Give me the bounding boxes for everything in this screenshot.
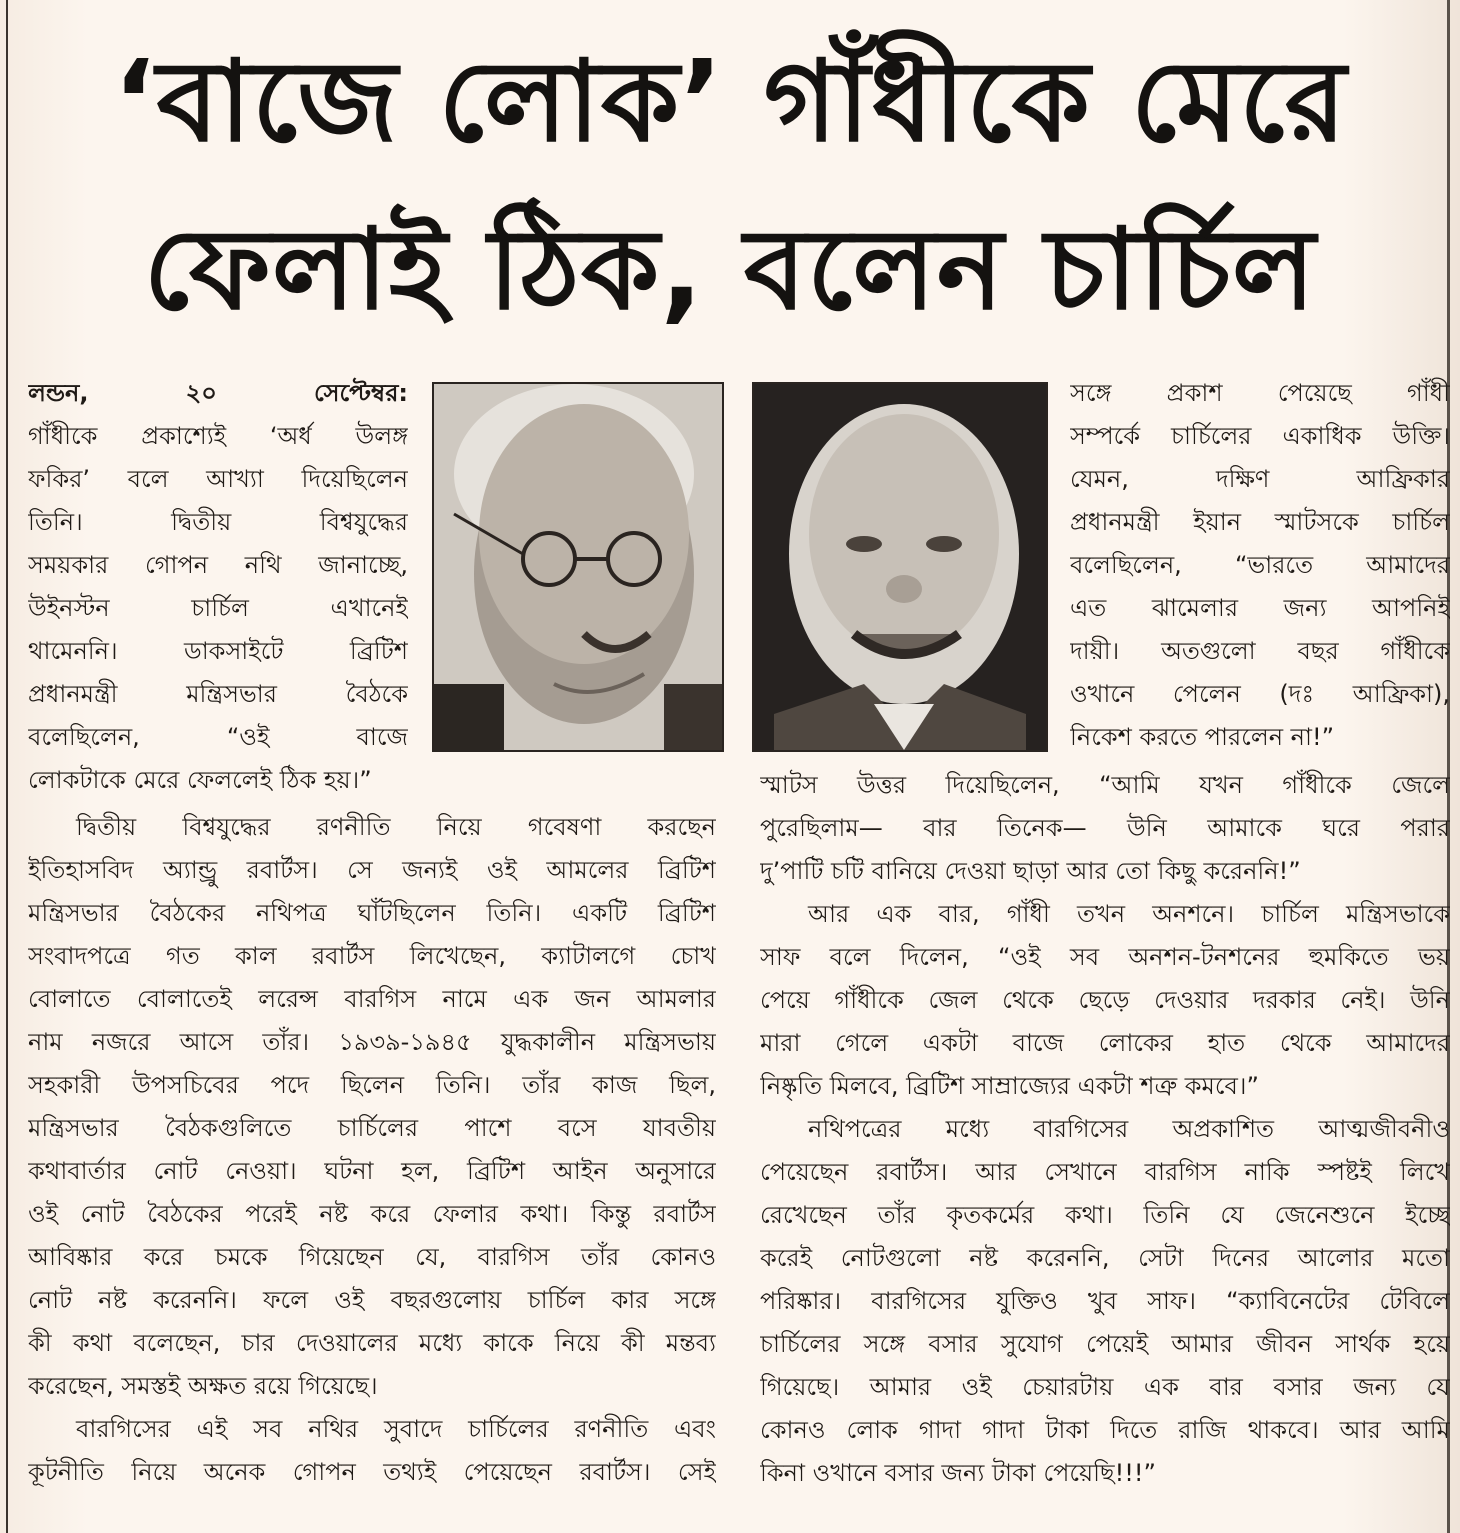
headline-line-1: ‘বাজে লোক’ গাঁধীকে মেরে <box>112 37 1348 167</box>
text-line: দু’পাটি চটি বানিয়ে দেওয়া ছাড়া আর তো কিছু করেননি!” <box>760 857 1301 885</box>
left-border-rule <box>6 0 8 1533</box>
text-line: করেই নোটগুলো নষ্ট করেননি, সেটা দিনের আলোর মতো <box>760 1244 1450 1272</box>
text-line: প্রধানমন্ত্রী ইয়ান স্মাটসকে চার্চিল <box>1070 508 1450 536</box>
text-line: থামেননি। ডাকসাইটে ব্রিটিশ <box>28 637 408 665</box>
text-line: নিকেশ করতে পারলেন না!” <box>1070 723 1335 751</box>
article-column-right-top <box>1070 372 1450 759</box>
text-line: কোনও লোক গাদা গাদা টাকা দিতে রাজি থাকবে। আর আমি <box>760 1416 1450 1444</box>
text-line: চার্চিলের সঙ্গে বসার সুযোগ পেয়েই আমার জীবন সার্থক হয়ে <box>760 1330 1450 1358</box>
text-line: রেখেছেন তাঁর কৃতকর্মের কথা। তিনি যে জেনেশুনে ইচ্ছে <box>760 1201 1450 1229</box>
text-line: ওই নোট বৈঠকের পরেই নষ্ট করে ফেলার কথা। কিন্তু রবার্টস <box>28 1200 716 1228</box>
text-line: মন্ত্রিসভার বৈঠকগুলিতে চার্চিলের পাশে বসে যাবতীয় <box>28 1114 716 1142</box>
text-line: বারগিসের এই সব নথির সুবাদে চার্চিলের রণনীতি এবং <box>76 1415 716 1443</box>
text-line: ইতিহাসবিদ অ্যান্ড্রু রবার্টস। সে জন্যই ওই আমলের ব্রিটিশ <box>28 856 716 884</box>
text-line: পুরেছিলাম— বার তিনেক— উনি আমাকে ঘরে পরার <box>760 814 1450 842</box>
text-line: বলেছিলেন, “ওই বাজে <box>28 723 408 751</box>
text-line: যেমন, দক্ষিণ আফ্রিকার <box>1070 465 1450 493</box>
text-line: করেছেন, সমস্তই অক্ষত রয়ে গিয়েছে। <box>28 1372 378 1400</box>
text-line: সঙ্গে প্রকাশ পেয়েছে গাঁধী <box>1070 379 1450 407</box>
article-column-right-bottom <box>760 764 1450 1495</box>
text-line: সংবাদপত্রে গত কাল রবার্টস লিখেছেন, ক্যাটালগে চোখ <box>28 942 716 970</box>
text-line: তিনি। দ্বিতীয় বিশ্বযুদ্ধের <box>28 508 408 536</box>
text-line: দ্বিতীয় বিশ্বযুদ্ধের রণনীতি নিয়ে গবেষণা করছেন <box>76 813 716 841</box>
text-line: প্রধানমন্ত্রী মন্ত্রিসভার বৈঠকে <box>28 680 408 708</box>
text-line: ওখানে পেলেন (দঃ আফ্রিকা), <box>1070 680 1450 708</box>
text-line: বলেছিলেন, “ভারতে আমাদের <box>1070 551 1450 579</box>
article-column-left-top <box>28 372 408 759</box>
text-line: স্মাটস উত্তর দিয়েছিলেন, “আমি যখন গাঁধীকে জেলে <box>760 771 1450 799</box>
text-line: নিষ্কৃতি মিলবে, ব্রিটিশ সাম্রাজ্যের একটা শত্রু কমবে।” <box>760 1072 1259 1100</box>
text-line: আর এক বার, গাঁধী তখন অনশনে। চার্চিল মন্ত্রিসভাকে <box>808 900 1450 928</box>
text-line: বোলাতে বোলাতেই লরেন্স বারগিস নামে এক জন আমলার <box>28 985 716 1013</box>
text-line: নাম নজরে আসে তাঁর। ১৯৩৯-১৯৪৫ যুদ্ধকালীন মন্ত্রিসভায় <box>28 1028 716 1056</box>
text-line: পেয়ে গাঁধীকে জেল থেকে ছেড়ে দেওয়ার দরকার নেই। উনি <box>760 986 1450 1014</box>
text-line: নোট নষ্ট করেননি। ফলে ওই বছরগুলোয় চার্চিল কার সঙ্গে <box>28 1286 716 1314</box>
text-line: কিনা ওখানে বসার জন্য টাকা পেয়েছি!!!” <box>760 1459 1156 1487</box>
text-line: গাঁধীকে প্রকাশ্যেই ‘অর্ধ উলঙ্গ <box>28 422 408 450</box>
dateline: লন্ডন, ২০ সেপ্টেম্বর: <box>28 379 408 407</box>
text-line: সহকারী উপসচিবের পদে ছিলেন তিনি। তাঁর কাজ ছিল, <box>28 1071 716 1099</box>
text-line: কী কথা বলেছেন, চার দেওয়ালের মধ্যে কাকে নিয়ে কী মন্তব্য <box>28 1329 716 1357</box>
text-line: মারা গেলে একটা বাজে লোকের হাত থেকে আমাদের <box>760 1029 1450 1057</box>
text-line: উইনস্টন চার্চিল এখানেই <box>28 594 408 622</box>
text-line: আবিষ্কার করে চমকে গিয়েছেন যে, বারগিস তাঁর কোনও <box>28 1243 716 1271</box>
text-line: কূটনীতি নিয়ে অনেক গোপন তথ্যই পেয়েছেন রবার্টস। সেই <box>28 1458 716 1486</box>
text-line: পেয়েছেন রবার্টস। আর সেখানে বারগিস নাকি স্পষ্টই লিখে <box>760 1158 1450 1186</box>
text-line: পরিষ্কার। বারগিসের যুক্তিও খুব সাফ। “ক্যাবিনেটের টেবিলে <box>760 1287 1450 1315</box>
gandhi-photo <box>432 382 724 752</box>
text-line: ফকির’ বলে আখ্যা দিয়েছিলেন <box>28 465 408 493</box>
text-line: সম্পর্কে চার্চিলের একাধিক উক্তি। <box>1070 422 1450 450</box>
text-line: মন্ত্রিসভার বৈঠকের নথিপত্র ঘাঁটছিলেন তিনি। একটি ব্রিটিশ <box>28 899 716 927</box>
text-line: নথিপত্রের মধ্যে বারগিসের অপ্রকাশিত আত্মজীবনীও <box>808 1115 1450 1143</box>
text-line: সময়কার গোপন নথি জানাচ্ছে, <box>28 551 408 579</box>
churchill-photo <box>752 382 1048 752</box>
text-line: কথাবার্তার নোট নেওয়া। ঘটনা হল, ব্রিটিশ আইন অনুসারে <box>28 1157 716 1185</box>
text-line: সাফ বলে দিলেন, “ওই সব অনশন-টনশনের হুমকিতে ভয় <box>760 943 1450 971</box>
headline-line-2: ফেলাই ঠিক, বলেন চার্চিল <box>143 205 1317 335</box>
text-line: লোকটাকে মেরে ফেললেই ঠিক হয়।” <box>28 766 372 794</box>
article-column-left-overflow <box>28 759 728 802</box>
text-line: দায়ী। অতগুলো বছর গাঁধীকে <box>1070 637 1450 665</box>
article-column-left-bottom <box>28 806 716 1494</box>
text-line: এত ঝামেলার জন্য আপনিই <box>1070 594 1450 622</box>
text-line: গিয়েছে। আমার ওই চেয়ারটায় এক বার বসার জন্য যে <box>760 1373 1450 1401</box>
